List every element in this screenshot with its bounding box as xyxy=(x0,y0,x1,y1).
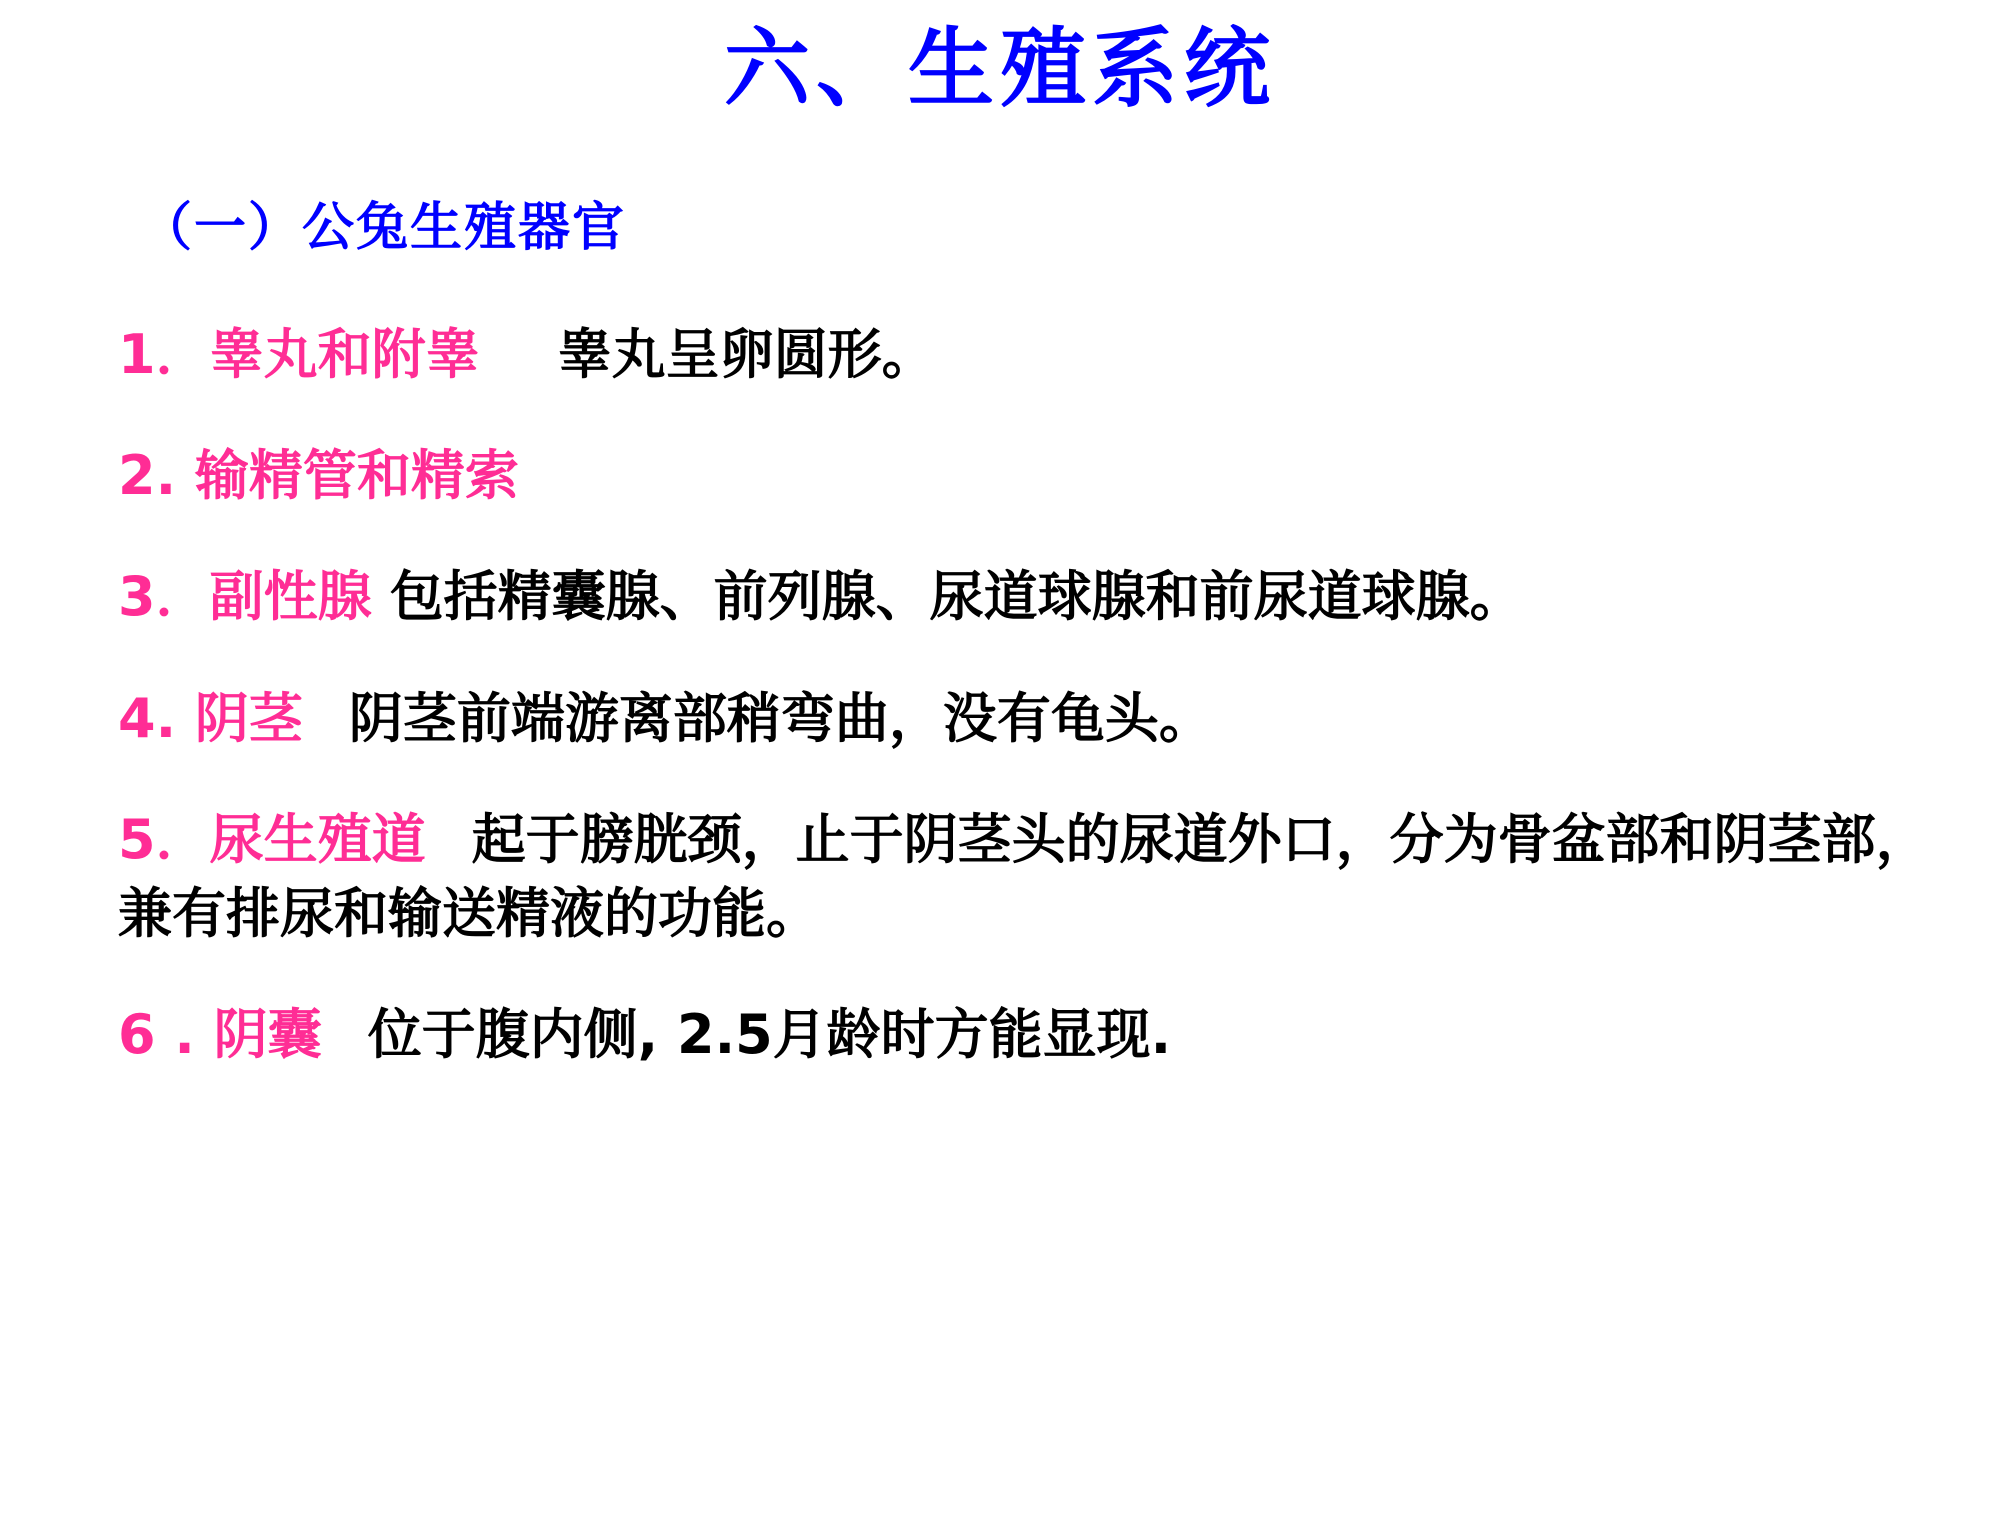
slide xyxy=(0,19,2000,1522)
section-subtitle: （一）公兔生殖器官 xyxy=(140,197,627,258)
list-item xyxy=(118,318,1930,391)
list-item-lead: 3．副性腺 xyxy=(118,565,372,629)
list-item xyxy=(118,682,1930,755)
list-item-lead: 1．睾丸和附睾 xyxy=(118,322,480,386)
list-item-lead: 4. 阴茎 xyxy=(118,686,303,750)
content-list xyxy=(118,318,1930,1072)
list-item xyxy=(118,998,1930,1071)
list-item-lead: 2. 输精管和精索 xyxy=(118,444,519,508)
list-item-text: 阴茎前端游离部稍弯曲，没有龟头。 xyxy=(348,686,1213,750)
list-item-text: 起于膀胱颈，止于阴茎头的尿道外口，分为骨盆部和阴茎部，兼有排尿和输送精液的功能。 xyxy=(118,808,1930,945)
list-item-lead: 6 . 阴囊 xyxy=(118,1003,322,1067)
page-title: 六、生殖系统 xyxy=(724,19,1276,119)
list-item-text: 位于腹内侧, 2.5月龄时方能显现. xyxy=(367,1003,1172,1067)
list-item xyxy=(118,560,1930,633)
list-item xyxy=(118,439,1930,512)
list-item-text: 睾丸呈卵圆形。 xyxy=(557,322,936,386)
list-item-lead: 5．尿生殖道 xyxy=(118,808,426,872)
list-item-text: 包括精囊腺、前列腺、尿道球腺和前尿道球腺。 xyxy=(389,565,1524,629)
list-item xyxy=(118,803,1930,950)
